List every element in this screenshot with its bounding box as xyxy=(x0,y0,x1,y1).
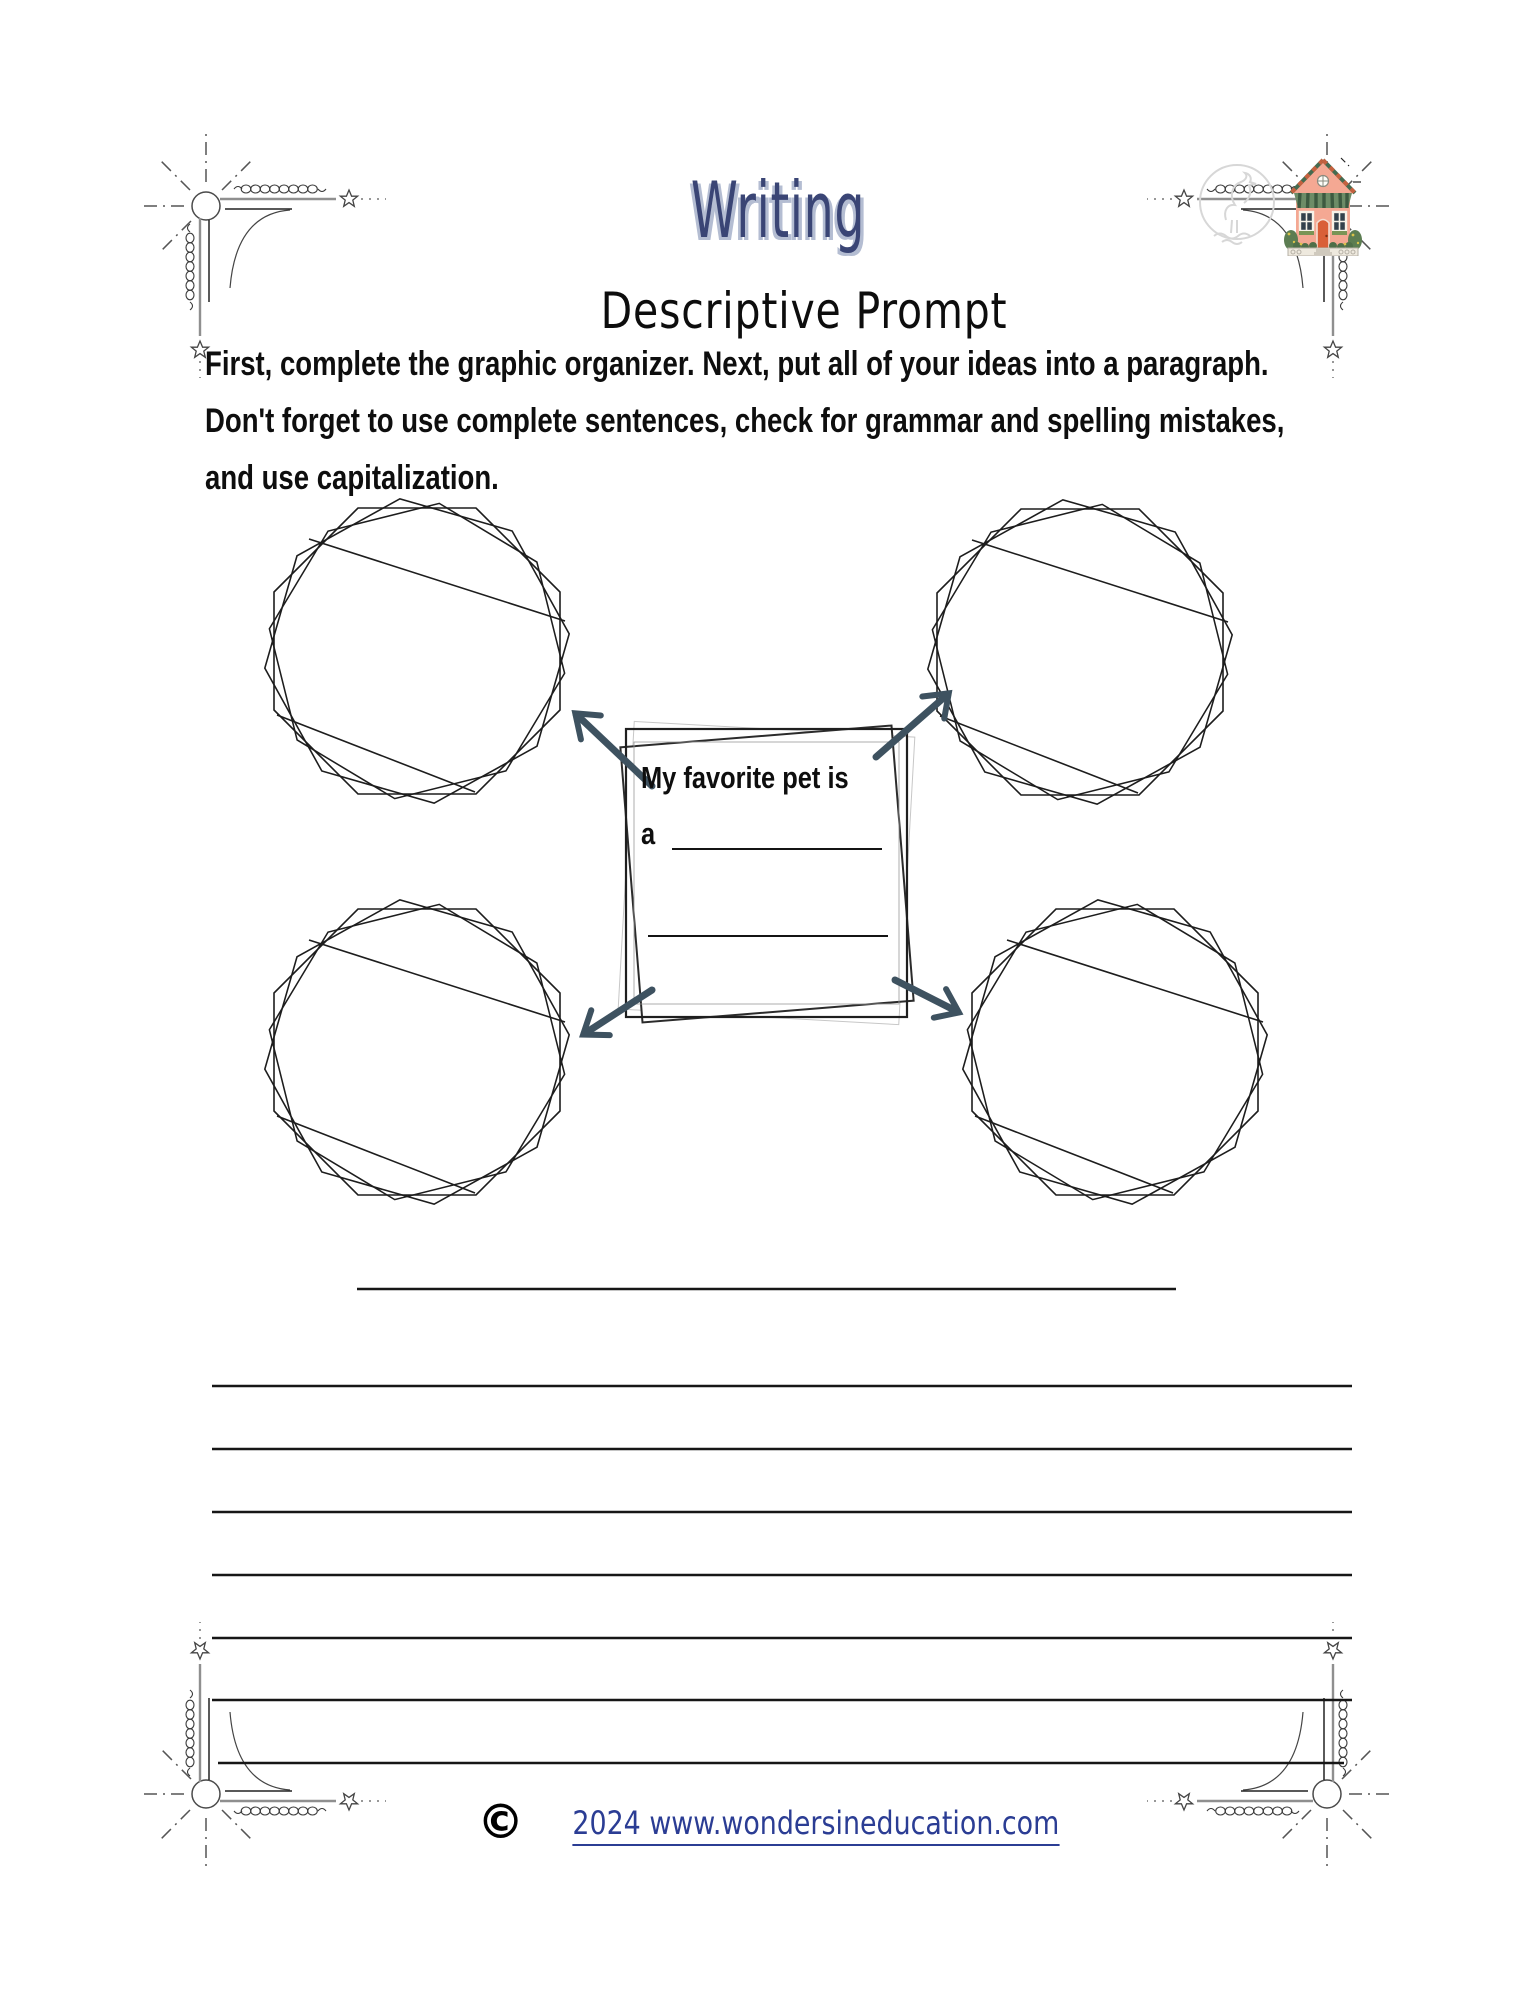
copyright-link[interactable]: 2024 www.wondersineducation.com xyxy=(573,1804,1060,1846)
instructions-line-3: and use capitalization. xyxy=(205,459,499,497)
page-subtitle-text: Descriptive Prompt xyxy=(601,282,1008,340)
octagon-bottom-left xyxy=(228,863,607,1242)
instructions-line-1: First, complete the graphic organizer. Next, put all of your ideas into a paragraph. xyxy=(205,345,1269,383)
center-box-blank-2 xyxy=(648,905,888,937)
center-box-line-1: My favorite pet is xyxy=(641,760,849,795)
instructions-line-2: Don't forget to use complete sentences, check for grammar and spelling mistakes, xyxy=(205,402,1285,440)
page-title-text: Writing xyxy=(691,164,866,256)
copyright xyxy=(0,1795,1533,1850)
center-box-line-2-prefix: a xyxy=(641,816,656,851)
octagon-top-right xyxy=(891,463,1270,842)
center-box-blank-1 xyxy=(672,818,882,850)
octagon-bottom-right xyxy=(926,863,1305,1242)
octagon-top-left xyxy=(228,462,607,841)
copyright-symbol: © xyxy=(477,1795,525,1850)
